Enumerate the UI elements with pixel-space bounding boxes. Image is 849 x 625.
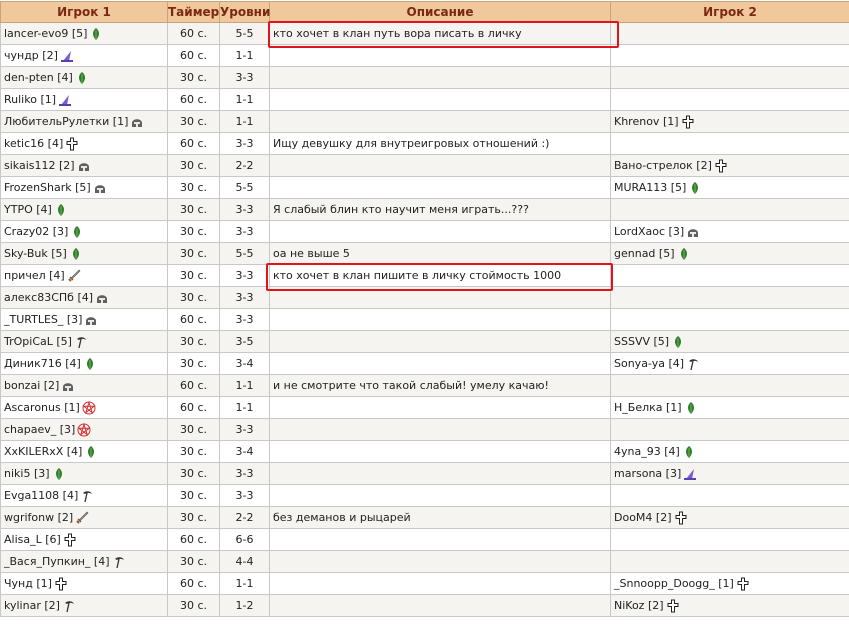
timer-cell: 30 с. (168, 419, 220, 441)
player1-cell (1, 595, 168, 617)
player2-cell (611, 243, 849, 265)
player1-link[interactable] (4, 467, 66, 481)
levels-cell: 1-1 (220, 375, 270, 397)
timer-cell: 60 с. (168, 375, 220, 397)
player2-cell (611, 265, 849, 287)
player1-cell (1, 331, 168, 353)
player1-link[interactable] (4, 71, 89, 85)
player-name: den-pten [4] (4, 71, 73, 84)
player-name: XxKILERxX [4] (4, 445, 83, 458)
description-cell (270, 111, 611, 133)
description-cell (270, 419, 611, 441)
player-name: Диник716 [4] (4, 357, 81, 370)
player-name: Khrenov [1] (614, 115, 679, 128)
player1-link[interactable] (4, 225, 84, 239)
cross-icon (674, 511, 688, 525)
player2-cell (611, 485, 849, 507)
player1-cell (1, 177, 168, 199)
player2-cell (611, 331, 849, 353)
timer-cell: 60 с. (168, 89, 220, 111)
player1-cell (1, 529, 168, 551)
leaf-icon (84, 445, 98, 459)
table-row[interactable] (1, 155, 849, 177)
player2-link[interactable] (614, 181, 702, 195)
table-row[interactable] (1, 529, 849, 551)
helmet-icon (84, 313, 98, 327)
leaf-icon (54, 203, 68, 217)
pentagram-icon (82, 401, 96, 415)
timer-cell: 60 с. (168, 45, 220, 67)
player1-cell (1, 221, 168, 243)
table-row[interactable] (1, 595, 849, 617)
description-cell: оа не выше 5 (270, 243, 611, 265)
table-header-row (1, 2, 849, 23)
timer-cell: 30 с. (168, 507, 220, 529)
timer-cell: 30 с. (168, 199, 220, 221)
player-name: причел [4] (4, 269, 65, 282)
levels-cell: 2-2 (220, 507, 270, 529)
header-player2: Игрок 2 (611, 2, 849, 23)
levels-cell: 3-4 (220, 353, 270, 375)
timer-cell: 60 с. (168, 529, 220, 551)
leaf-icon (671, 335, 685, 349)
table-row[interactable] (1, 507, 849, 529)
table-row[interactable] (1, 441, 849, 463)
leaf-icon (69, 247, 83, 261)
player1-cell (1, 89, 168, 111)
player1-cell (1, 45, 168, 67)
player-name: Ascaronus [1] (4, 401, 80, 414)
table-row[interactable] (1, 243, 849, 265)
player-name: Ruliko [1] (4, 93, 57, 106)
player1-cell (1, 265, 168, 287)
player1-link[interactable] (4, 313, 98, 327)
player2-cell (611, 45, 849, 67)
timer-cell: 60 с. (168, 133, 220, 155)
player-name: алекс83СПб [4] (4, 291, 94, 304)
helmet-icon (95, 291, 109, 305)
player2-cell (611, 375, 849, 397)
levels-cell: 5-5 (220, 243, 270, 265)
player1-link[interactable] (4, 291, 109, 305)
scythe-icon (686, 357, 700, 371)
player2-cell (611, 155, 849, 177)
player2-cell (611, 529, 849, 551)
timer-cell: 60 с. (168, 397, 220, 419)
description-cell (270, 331, 611, 353)
player-name: SSSVV [5] (614, 335, 670, 348)
player1-link[interactable] (4, 269, 81, 283)
player1-cell (1, 551, 168, 573)
player-name: TrOpiCaL [5] (4, 335, 72, 348)
levels-cell: 1-1 (220, 397, 270, 419)
player2-cell (611, 353, 849, 375)
player-name: niki5 [3] (4, 467, 50, 480)
timer-cell: 60 с. (168, 573, 220, 595)
description-cell (270, 529, 611, 551)
player2-link[interactable] (614, 115, 695, 129)
player-name: Вано-стрелок [2] (614, 159, 712, 172)
sword-icon (67, 269, 81, 283)
player-name: чундр [2] (4, 49, 58, 62)
levels-cell: 3-3 (220, 463, 270, 485)
levels-cell: 4-4 (220, 551, 270, 573)
levels-cell: 5-5 (220, 177, 270, 199)
table-row[interactable] (1, 397, 849, 419)
wizard-hat-icon (60, 49, 74, 63)
cross-icon (736, 577, 750, 591)
player1-cell (1, 309, 168, 331)
description-cell (270, 485, 611, 507)
description-cell: без деманов и рыцарей (270, 507, 611, 529)
player1-cell (1, 67, 168, 89)
leaf-icon (75, 71, 89, 85)
player1-link[interactable] (4, 115, 144, 129)
player-name: bonzai [2] (4, 379, 60, 392)
description-cell (270, 221, 611, 243)
description-cell (270, 353, 611, 375)
player1-cell (1, 23, 168, 45)
player2-cell (611, 551, 849, 573)
player2-cell (611, 463, 849, 485)
player2-link[interactable] (614, 445, 696, 459)
player2-link[interactable] (614, 335, 685, 349)
description-cell (270, 177, 611, 199)
player-name: H_Белка [1] (614, 401, 682, 414)
player-name: _Snnoopp_Doogg_ [1] (614, 577, 734, 590)
scythe-icon (74, 335, 88, 349)
levels-cell: 1-1 (220, 111, 270, 133)
player1-link[interactable] (4, 511, 89, 525)
player-name: Sky-Buk [5] (4, 247, 67, 260)
player1-cell (1, 463, 168, 485)
player2-cell (611, 441, 849, 463)
levels-cell: 3-3 (220, 199, 270, 221)
table-row[interactable] (1, 485, 849, 507)
player2-cell (611, 89, 849, 111)
player1-link[interactable] (4, 379, 75, 393)
player1-cell (1, 353, 168, 375)
table-row[interactable] (1, 177, 849, 199)
player-name: wgrifonw [2] (4, 511, 74, 524)
timer-cell: 30 с. (168, 595, 220, 617)
player-name: Crazy02 [3] (4, 225, 69, 238)
helmet-icon (686, 225, 700, 239)
player2-cell (611, 177, 849, 199)
description-cell (270, 463, 611, 485)
table-row[interactable] (1, 573, 849, 595)
description-cell (270, 551, 611, 573)
player1-link[interactable] (4, 159, 91, 173)
levels-cell: 3-3 (220, 419, 270, 441)
player2-cell (611, 221, 849, 243)
timer-cell: 30 с. (168, 67, 220, 89)
player-name: ЛюбительРулетки [1] (4, 115, 129, 128)
timer-cell: 30 с. (168, 177, 220, 199)
description-cell: Ищу девушку для внутреигровых отношений :) (270, 133, 611, 155)
table-row[interactable] (1, 331, 849, 353)
player1-link[interactable] (4, 533, 77, 547)
player1-cell (1, 441, 168, 463)
player-name: kylinar [2] (4, 599, 60, 612)
sword-icon (75, 511, 89, 525)
wizard-hat-icon (683, 467, 697, 481)
player-name: NiKoz [2] (614, 599, 664, 612)
player-name: 4yna_93 [4] (614, 445, 680, 458)
table-row[interactable] (1, 551, 849, 573)
player-name: FrozenShark [5] (4, 181, 91, 194)
description-cell (270, 441, 611, 463)
table-row[interactable] (1, 199, 849, 221)
leaf-icon (677, 247, 691, 261)
player1-link[interactable] (4, 599, 76, 613)
player1-cell (1, 419, 168, 441)
description-cell: кто хочет в клан пишите в личку стоймость 1000 (270, 265, 611, 287)
description-cell: кто хочет в клан путь вора писать в личку (270, 23, 611, 45)
player1-link[interactable] (4, 27, 103, 41)
levels-cell: 3-3 (220, 67, 270, 89)
levels-cell: 3-5 (220, 331, 270, 353)
timer-cell: 30 с. (168, 353, 220, 375)
player1-cell (1, 243, 168, 265)
player2-cell (611, 419, 849, 441)
player-name: Чунд [1] (4, 577, 52, 590)
highlight-box-row-12 (266, 263, 613, 291)
helmet-icon (61, 379, 75, 393)
leaf-icon (682, 445, 696, 459)
header-description: Описание (270, 2, 611, 23)
levels-cell: 3-3 (220, 309, 270, 331)
player1-cell (1, 287, 168, 309)
player2-cell (611, 507, 849, 529)
timer-cell: 30 с. (168, 111, 220, 133)
levels-cell: 2-2 (220, 155, 270, 177)
header-levels: Уровни (220, 2, 270, 23)
player1-link[interactable] (4, 247, 83, 261)
pentagram-icon (77, 423, 91, 437)
player2-cell (611, 287, 849, 309)
timer-cell: 30 с. (168, 551, 220, 573)
description-cell (270, 397, 611, 419)
scythe-icon (112, 555, 126, 569)
player2-cell (611, 573, 849, 595)
table-row[interactable] (1, 419, 849, 441)
player-name: LordXaoc [3] (614, 225, 685, 238)
scythe-icon (62, 599, 76, 613)
player2-cell (611, 397, 849, 419)
table-row[interactable] (1, 111, 849, 133)
levels-cell: 1-2 (220, 595, 270, 617)
player-name: lancer-evo9 [5] (4, 27, 88, 40)
player1-link[interactable] (4, 93, 72, 107)
levels-cell: 1-1 (220, 45, 270, 67)
cross-icon (681, 115, 695, 129)
levels-cell: 3-3 (220, 287, 270, 309)
cross-icon (65, 137, 79, 151)
levels-cell: 3-3 (220, 221, 270, 243)
description-cell (270, 67, 611, 89)
leaf-icon (70, 225, 84, 239)
player-name: gennad [5] (614, 247, 675, 260)
player2-link[interactable] (614, 599, 680, 613)
description-cell (270, 595, 611, 617)
cross-icon (54, 577, 68, 591)
player-name: sikais112 [2] (4, 159, 75, 172)
player2-cell (611, 309, 849, 331)
player1-link[interactable] (4, 577, 68, 591)
levels-cell: 3-3 (220, 133, 270, 155)
player-name: marsona [3] (614, 467, 682, 480)
timer-cell: 30 с. (168, 287, 220, 309)
timer-cell: 30 с. (168, 221, 220, 243)
header-player1: Игрок 1 (1, 2, 168, 23)
table-row[interactable] (1, 67, 849, 89)
player2-link[interactable] (614, 159, 728, 173)
table-row[interactable] (1, 309, 849, 331)
player2-cell (611, 67, 849, 89)
player1-cell (1, 375, 168, 397)
player1-link[interactable] (4, 49, 74, 63)
player2-link[interactable] (614, 247, 691, 261)
timer-cell: 30 с. (168, 265, 220, 287)
levels-cell: 6-6 (220, 529, 270, 551)
table-row[interactable] (1, 133, 849, 155)
highlight-box-row-1 (268, 21, 619, 48)
player2-link[interactable] (614, 357, 700, 371)
player-name: ketic16 [4] (4, 137, 64, 150)
timer-cell: 30 с. (168, 155, 220, 177)
leaf-icon (89, 27, 103, 41)
leaf-icon (83, 357, 97, 371)
cross-icon (666, 599, 680, 613)
leaf-icon (52, 467, 66, 481)
table-row[interactable] (1, 221, 849, 243)
player-name: Evga1108 [4] (4, 489, 79, 502)
description-cell (270, 309, 611, 331)
levels-cell: 1-1 (220, 573, 270, 595)
player1-link[interactable] (4, 203, 68, 217)
player1-link[interactable] (4, 335, 88, 349)
timer-cell: 30 с. (168, 243, 220, 265)
player-name: MURA113 [5] (614, 181, 687, 194)
levels-cell: 3-3 (220, 265, 270, 287)
levels-cell: 5-5 (220, 23, 270, 45)
helmet-icon (77, 159, 91, 173)
player2-link[interactable] (614, 577, 750, 591)
player2-link[interactable] (614, 467, 697, 481)
timer-cell: 30 с. (168, 463, 220, 485)
leaf-icon (688, 181, 702, 195)
player1-cell (1, 155, 168, 177)
player2-cell (611, 133, 849, 155)
player1-link[interactable] (4, 445, 98, 459)
header-timer: Таймер (168, 2, 220, 23)
description-cell: и не смотрите что такой слабый! умелу качаю! (270, 375, 611, 397)
table-row[interactable] (1, 463, 849, 485)
timer-cell: 30 с. (168, 331, 220, 353)
player1-link[interactable] (4, 181, 107, 195)
player1-link[interactable] (4, 555, 126, 569)
levels-cell: 3-4 (220, 441, 270, 463)
player1-cell (1, 397, 168, 419)
player1-cell (1, 573, 168, 595)
player1-link[interactable] (4, 401, 96, 415)
player1-cell (1, 485, 168, 507)
player1-cell (1, 199, 168, 221)
player2-link[interactable] (614, 511, 688, 525)
player2-link[interactable] (614, 225, 700, 239)
scythe-icon (80, 489, 94, 503)
table-row[interactable] (1, 353, 849, 375)
player1-link[interactable] (4, 489, 94, 503)
timer-cell: 60 с. (168, 23, 220, 45)
levels-cell: 3-3 (220, 485, 270, 507)
player-name: _Вася_Пупкин_ [4] (4, 555, 110, 568)
helmet-icon (130, 115, 144, 129)
description-cell: Я слабый блин кто научит меня играть...??? (270, 199, 611, 221)
table-row[interactable] (1, 375, 849, 397)
player-name: _TURTLES_ [3] (4, 313, 83, 326)
table-row[interactable] (1, 89, 849, 111)
player2-cell (611, 23, 849, 45)
player2-link[interactable] (614, 401, 698, 415)
leaf-icon (684, 401, 698, 415)
helmet-icon (93, 181, 107, 195)
player-name: DooM4 [2] (614, 511, 672, 524)
cross-icon (714, 159, 728, 173)
description-cell (270, 155, 611, 177)
timer-cell: 30 с. (168, 441, 220, 463)
timer-cell: 60 с. (168, 309, 220, 331)
player-name: Sonya-ya [4] (614, 357, 685, 370)
levels-cell: 1-1 (220, 89, 270, 111)
player-name: chapaev_ [3] (4, 423, 76, 436)
player2-cell (611, 199, 849, 221)
player-name: Alisa_L [6] (4, 533, 61, 546)
player2-cell (611, 595, 849, 617)
player1-cell (1, 507, 168, 529)
player1-link[interactable] (4, 137, 79, 151)
description-cell (270, 89, 611, 111)
player1-cell (1, 111, 168, 133)
player1-link[interactable] (4, 357, 97, 371)
player-name: YTPO [4] (4, 203, 52, 216)
battle-list-table (0, 1, 849, 617)
player1-link[interactable] (4, 423, 91, 437)
cross-icon (63, 533, 77, 547)
wizard-hat-icon (58, 93, 72, 107)
description-cell (270, 573, 611, 595)
timer-cell: 30 с. (168, 485, 220, 507)
player2-cell (611, 111, 849, 133)
player1-cell (1, 133, 168, 155)
